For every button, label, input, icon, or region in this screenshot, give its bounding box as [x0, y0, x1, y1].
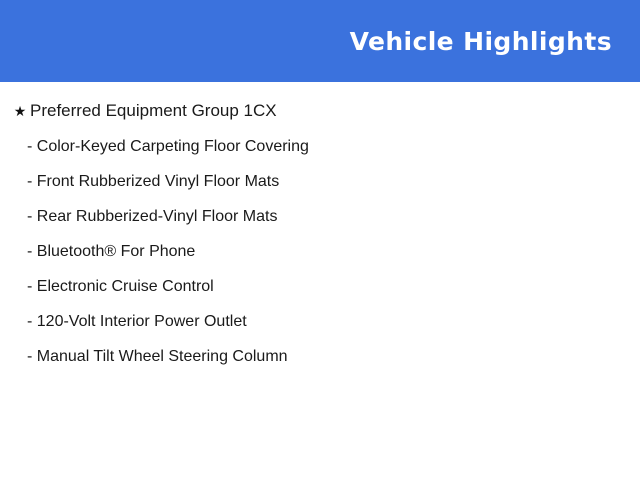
equipment-group-row	[0, 82, 640, 122]
list-item: - 120-Volt Interior Power Outlet	[27, 313, 247, 330]
equipment-group-title: Preferred Equipment Group 1CX	[30, 101, 277, 120]
header-bar	[0, 0, 640, 82]
list-item: - Bluetooth® For Phone	[27, 243, 196, 260]
star-icon: ★	[13, 103, 27, 119]
feature-list	[0, 122, 640, 367]
list-item: - Electronic Cruise Control	[27, 278, 214, 295]
highlights-content	[0, 82, 640, 367]
page-title: Vehicle Highlights	[349, 26, 612, 56]
list-item: - Manual Tilt Wheel Steering Column	[27, 348, 288, 365]
list-item: - Rear Rubberized-Vinyl Floor Mats	[27, 208, 278, 225]
list-item: - Front Rubberized Vinyl Floor Mats	[27, 173, 280, 190]
list-item: - Color-Keyed Carpeting Floor Covering	[27, 138, 309, 155]
